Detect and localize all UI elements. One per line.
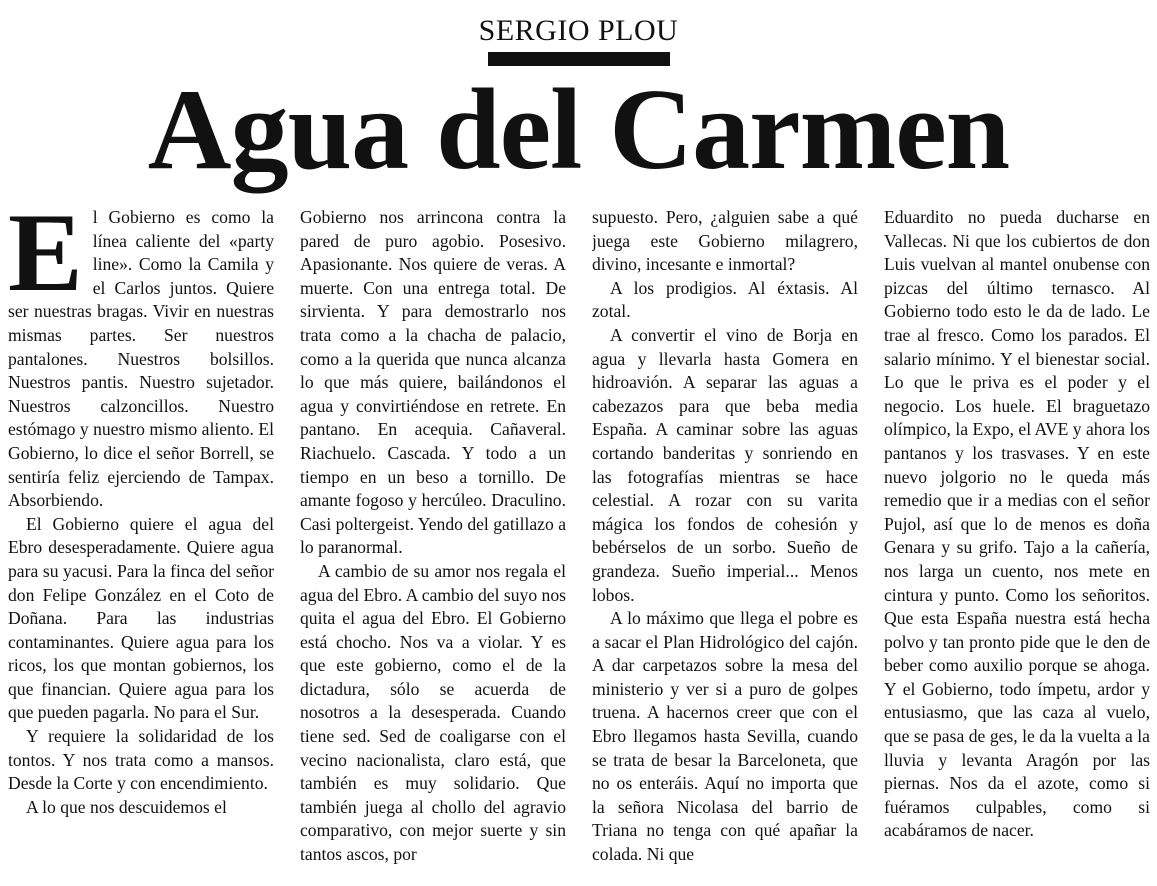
article-column-3 [592,206,858,878]
article-paragraph: Eduardito no pueda ducharse en Vallecas. Ni que los cubiertos de don Luis vuelvan al mantel onubense con pizcas del último ternasco. Al Gobierno todo esto le da de lado. Le trae al fresco. Como los parados. El salario mínimo. Y el bienestar social. Lo que le priva es el poder y el negocio. Los huele. El braguetazo olímpico, la Expo, el AVE y ahora los pantanos y los trasvases. Y en este nuevo jolgorio no le queda más remedio que ir a medias con el señor Pujol, así que lo de menos es doña Genara y su grifo. Tajo a la cañería, nos larga un cuento, nos mete en cintura y punto. Como los señoritos. Que esta España nuestra está hecha polvo y tan pronto pide que le den de beber como auxilio porque se ahoga. Y el Gobierno, todo ímpetu, ardor y entusiasmo, que las caza al vuelo, que se pasa de ges, le da la vuelta a la lluvia y levanta Aragón por las piernas. Nos da el azote, como si fuéramos culpables, como si acabáramos de nacer. [884,207,1150,841]
article-column-2 [300,206,566,878]
paragraph-text: l Gobierno es como la línea caliente del «party line». Como la Camila y el Carlos juntos. Quiere ser nuestras bragas. Vivir en nuestras mismas partes. Ser nuestros pantalones. Nuestros bolsillos. Nuestros pantis. Nuestro sujetador. Nuestros calzoncillos. Nuestro estómago y nuestro mismo aliento. El Gobierno, lo dice el señor Borrell, se sentiría feliz ejerciendo de Tampax. Absorbiendo. [8,207,274,511]
byline-rule [488,52,670,66]
article-paragraph: A cambio de su amor nos regala el agua del Ebro. A cambio del suyo nos quita el agua del Ebro. El Gobierno está chocho. Nos va a violar. Y es que este gobierno, como el de la dictadura, sólo se acuerda de nosotros a la desesperada. Cuando tiene sed. Sed de coaligarse con el vecino nacionalista, claro está, que también es muy solidario. Que también juega al chollo del agravio comparativo, con mejor suerte y sin tantos ascos, por [300,560,566,865]
article-paragraph [8,206,274,513]
article-paragraph: Gobierno nos arrincona contra la pared de puro agobio. Posesivo. Apasionante. Nos quiere de veras. A muerte. Con una entrega total. De sirvienta. Y para demostrarlo nos trata como a la chacha de palacio, como a la querida que nunca alcanza lo que más quiere, bailándonos el agua y convirtiéndose en retrete. En pantano. En acequia. Cañaveral. Riachuelo. Cascada. Y todo a un tiempo en un beso a tornillo. De amante fogoso y hercúleo. Draculino. Casi poltergeist. Yendo del gatillazo a lo paranormal. [300,207,566,558]
article-column-1 [8,206,274,878]
article-paragraph: Y requiere la solidaridad de los tontos. Y nos trata como a mansos. Desde la Corte y con encendimiento. [8,726,274,794]
article-paragraph: A lo máximo que llega el pobre es a sacar el Plan Hidrológico del cajón. A dar carpetazos sobre la mesa del ministerio y ver si a puro de golpes truena. A hacernos creer que con el Ebro llegamos hasta Sevilla, cuando se trata de besar la Barceloneta, que no os enteráis. Aquí no importa que la señora Nicolasa del barrio de Triana no tenga con qué apañar la colada. Ni que [592,608,858,865]
article-paragraph: supuesto. Pero, ¿alguien sabe a qué juega este Gobierno milagrero, divino, incesante e inmortal? [592,207,858,275]
headline: Agua del Carmen [147,66,1010,194]
article-paragraph: El Gobierno quiere el agua del Ebro desesperadamente. Quiere agua para su yacusi. Para la finca del señor don Felipe González en el Coto de Doñana. Para las industrias contaminantes. Quiere agua para los ricos, los que montan gobiernos, los que financian. Quiere agua para los que pueden pagarla. No para el Sur. [8,513,274,723]
article-paragraph: A convertir el vino de Borja en agua y llevarla hasta Gomera en hidroavión. A separar las aguas a cabezazos para que beba media España. A caminar sobre las aguas cortando banderitas y sonriendo en las fotografías mientras se hace celestial. A rozar con su varita mágica los fondos de cohesión y bebérselos de un sorbo. Sueño de grandeza. Sueño imperial... Menos lobos. [592,324,858,605]
author-byline: SERGIO PLOU [478,14,679,47]
drop-cap: E [8,206,83,315]
article-paragraph: A lo que nos descuidemos el [26,796,227,817]
article-column-4 [884,206,1150,878]
article-paragraph: A los prodigios. Al éxtasis. Al zotal. [592,277,858,322]
